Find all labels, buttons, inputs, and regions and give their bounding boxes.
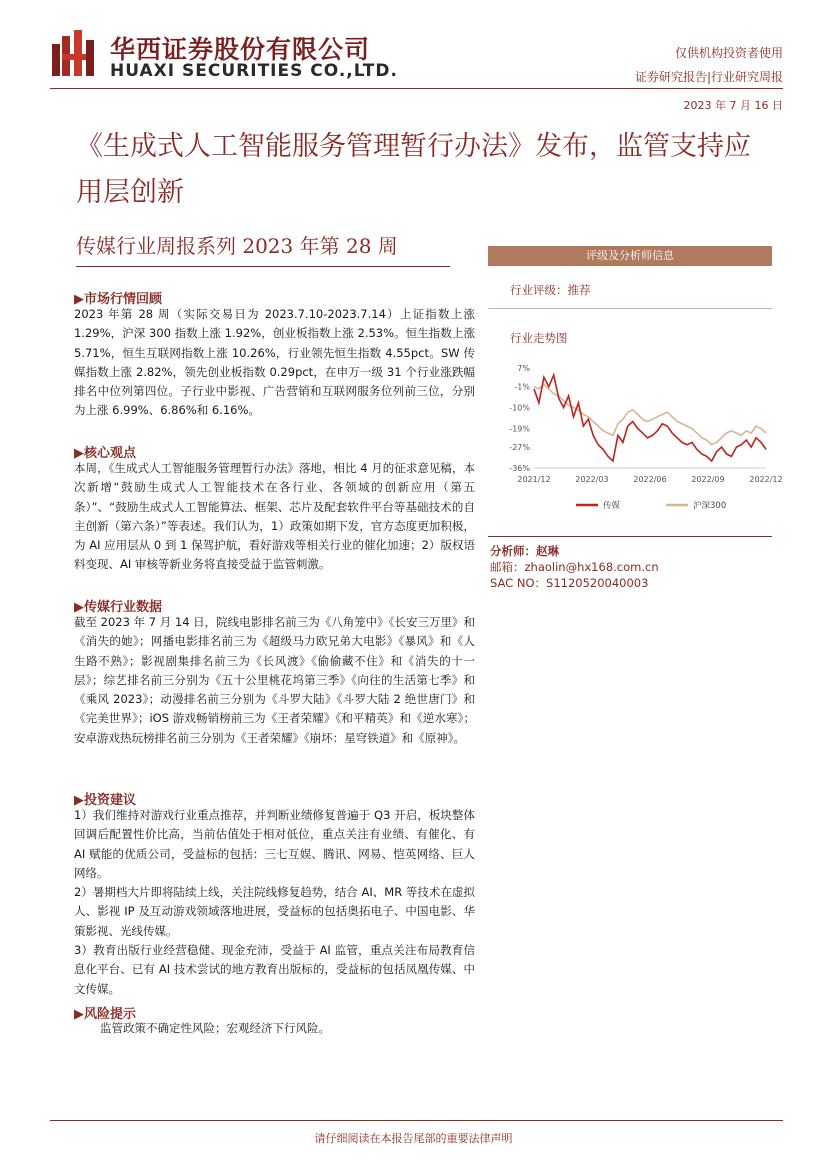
- x-tick-label: 2022/06: [633, 475, 667, 484]
- section-heading-risk: ▶风险提示: [74, 1007, 136, 1022]
- company-logo-icon: [52, 30, 96, 76]
- series-line-hs300: [534, 384, 766, 444]
- analyst-email[interactable]: 邮箱：zhaolin@hx168.com.cn: [490, 560, 659, 574]
- header-divider: [50, 88, 783, 89]
- section-heading-data: ▶传媒行业数据: [74, 600, 162, 615]
- y-tick-label: -36%: [509, 464, 530, 473]
- analyst-sac: SAC NO：S1120520040003: [490, 576, 649, 590]
- y-tick-label: -10%: [509, 403, 530, 413]
- y-tick-label: 7%: [517, 364, 530, 373]
- section-text-invest-1: 1）我们维持对游戏行业重点推荐，并判断业绩修复普遍于 Q3 开启，板块整体回调后配置性价比高，当前估值处于相对低位，重点关注有业绩、有催化、有 AI 赋能的优质公司，受益标的包括：三七互娱、腾讯、网易、恺英网络、巨人网络。: [74, 808, 475, 880]
- report-subtitle: 传媒行业周报系列 2023 年第 28 周: [76, 234, 398, 258]
- section-text-data: 截至 2023 年 7 月 14 日，院线电影排名前三为《八角笼中》《长安三万里》和《消失的她》；网播电影排名前三为《超级马力欧兄弟大电影》《暴风》和《人生路不熟》；影视剧集排名前三为《长风渡》《偷偷藏不住》和《消失的十一层》；综艺排名前三分别为《五十公里桃花坞第三季》《向往的生活第七季》和《乘风 2023》；动漫排名前三分别为《斗罗大陆》《斗罗大陆 2 绝世唐门》和《完美世界》；iOS 游戏畅销榜前三为《王者荣耀》《和平精英》和《逆水寒》；安卓游戏热玩榜排名前三分别为《王者荣耀》《崩坏：星穹铁道》和《原神》。: [74, 615, 475, 745]
- footer-divider: [50, 1120, 783, 1121]
- y-tick-label: -19%: [509, 424, 530, 434]
- rating-panel-header: 评级及分析师信息: [488, 246, 772, 266]
- subtitle-divider: [76, 266, 450, 267]
- panel-divider-2: [488, 536, 772, 537]
- industry-rating: 行业评级：推荐: [510, 283, 591, 297]
- series-line-media: [534, 375, 766, 461]
- section-heading-core: ▶核心观点: [74, 446, 136, 461]
- legend-label: 沪深300: [693, 501, 727, 511]
- section-text-core: 本周，《生成式人工智能服务管理暂行办法》落地，相比 4 月的征求意见稿，本次新增“鼓励生成式人工智能技术在各行业、各领域的创新应用（第五条）”、“鼓励生成式人工智能算法、框架、芯片及配套软件平台等基础技术的自主创新（第六条）”等表述。我们认为，1）政策如期下发，官方态度更加积极，为 AI 应用层从 0 到 1 保驾护航，看好游戏等相关行业的催化加速；2）版权语料变现、AI 审核等新业务将直接受益于监管刺激。: [74, 461, 475, 572]
- section-text-invest-2: 2）暑期档大片即将陆续上线，关注院线修复趋势，结合 AI、MR 等技术在虚拟人、影视 IP 及互动游戏领域落地进展，受益标的包括奥拓电子、中国电影、华策影视、光线传媒。: [74, 885, 475, 938]
- panel-divider: [488, 308, 772, 309]
- legend-label: 传媒: [603, 501, 621, 511]
- report-date: 2023 年 7 月 16 日: [683, 99, 783, 112]
- x-tick-label: 2021/12: [517, 475, 551, 484]
- y-tick-label: -1%: [514, 382, 530, 392]
- trend-chart-label: 行业走势图: [510, 331, 568, 345]
- y-tick-label: -27%: [509, 443, 530, 453]
- analyst-name: 分析师：赵琳: [490, 544, 559, 558]
- x-tick-label: 2022/12: [749, 475, 783, 484]
- section-text-market: 2023 年第 28 周（实际交易日为 2023.7.10-2023.7.14）上证指数上涨 1.29%，沪深 300 指数上涨 1.92%，创业板指数上涨 2.53%。恒生指数上涨 5.71%，恒生互联网指数上涨 10.26%，行业领先恒生指数 4.55pct。SW 传媒指数上涨 2.82%，领先创业板指数 0.29pct，在申万一级 31 个行业涨跌幅排名中位列第四位。子行业中影视、广告营销和互联网服务位列前三位，分别为上涨 6.99%、6.86%和 6.16%。: [74, 307, 475, 418]
- investor-notice: 仅供机构投资者使用: [674, 46, 783, 60]
- section-heading-market: ▶市场行情回顾: [74, 292, 162, 307]
- footer-disclaimer: 请仔细阅读在本报告尾部的重要法律声明: [314, 1132, 513, 1145]
- x-tick-label: 2022/09: [691, 475, 725, 484]
- company-name-en: HUAXI SECURITIES CO.,LTD.: [110, 61, 398, 81]
- company-name-cn: 华西证券股份有限公司: [110, 35, 371, 64]
- section-text-risk: 监管政策不确定性风险；宏观经济下行风险。: [100, 1021, 330, 1035]
- report-title: 《生成式人工智能服务管理暂行办法》发布，监管支持应用层创新: [76, 131, 751, 208]
- x-tick-label: 2022/03: [575, 475, 609, 484]
- industry-trend-chart: [496, 358, 783, 518]
- section-text-invest-3: 3）教育出版行业经营稳健、现金充沛，受益于 AI 监管，重点关注布局教育信息化平台、已有 AI 技术尝试的地方教育出版标的，受益标的包括凤凰传媒、中文传媒。: [74, 943, 475, 996]
- section-heading-invest: ▶投资建议: [74, 793, 136, 808]
- report-category: 证券研究报告|行业研究周报: [634, 70, 783, 84]
